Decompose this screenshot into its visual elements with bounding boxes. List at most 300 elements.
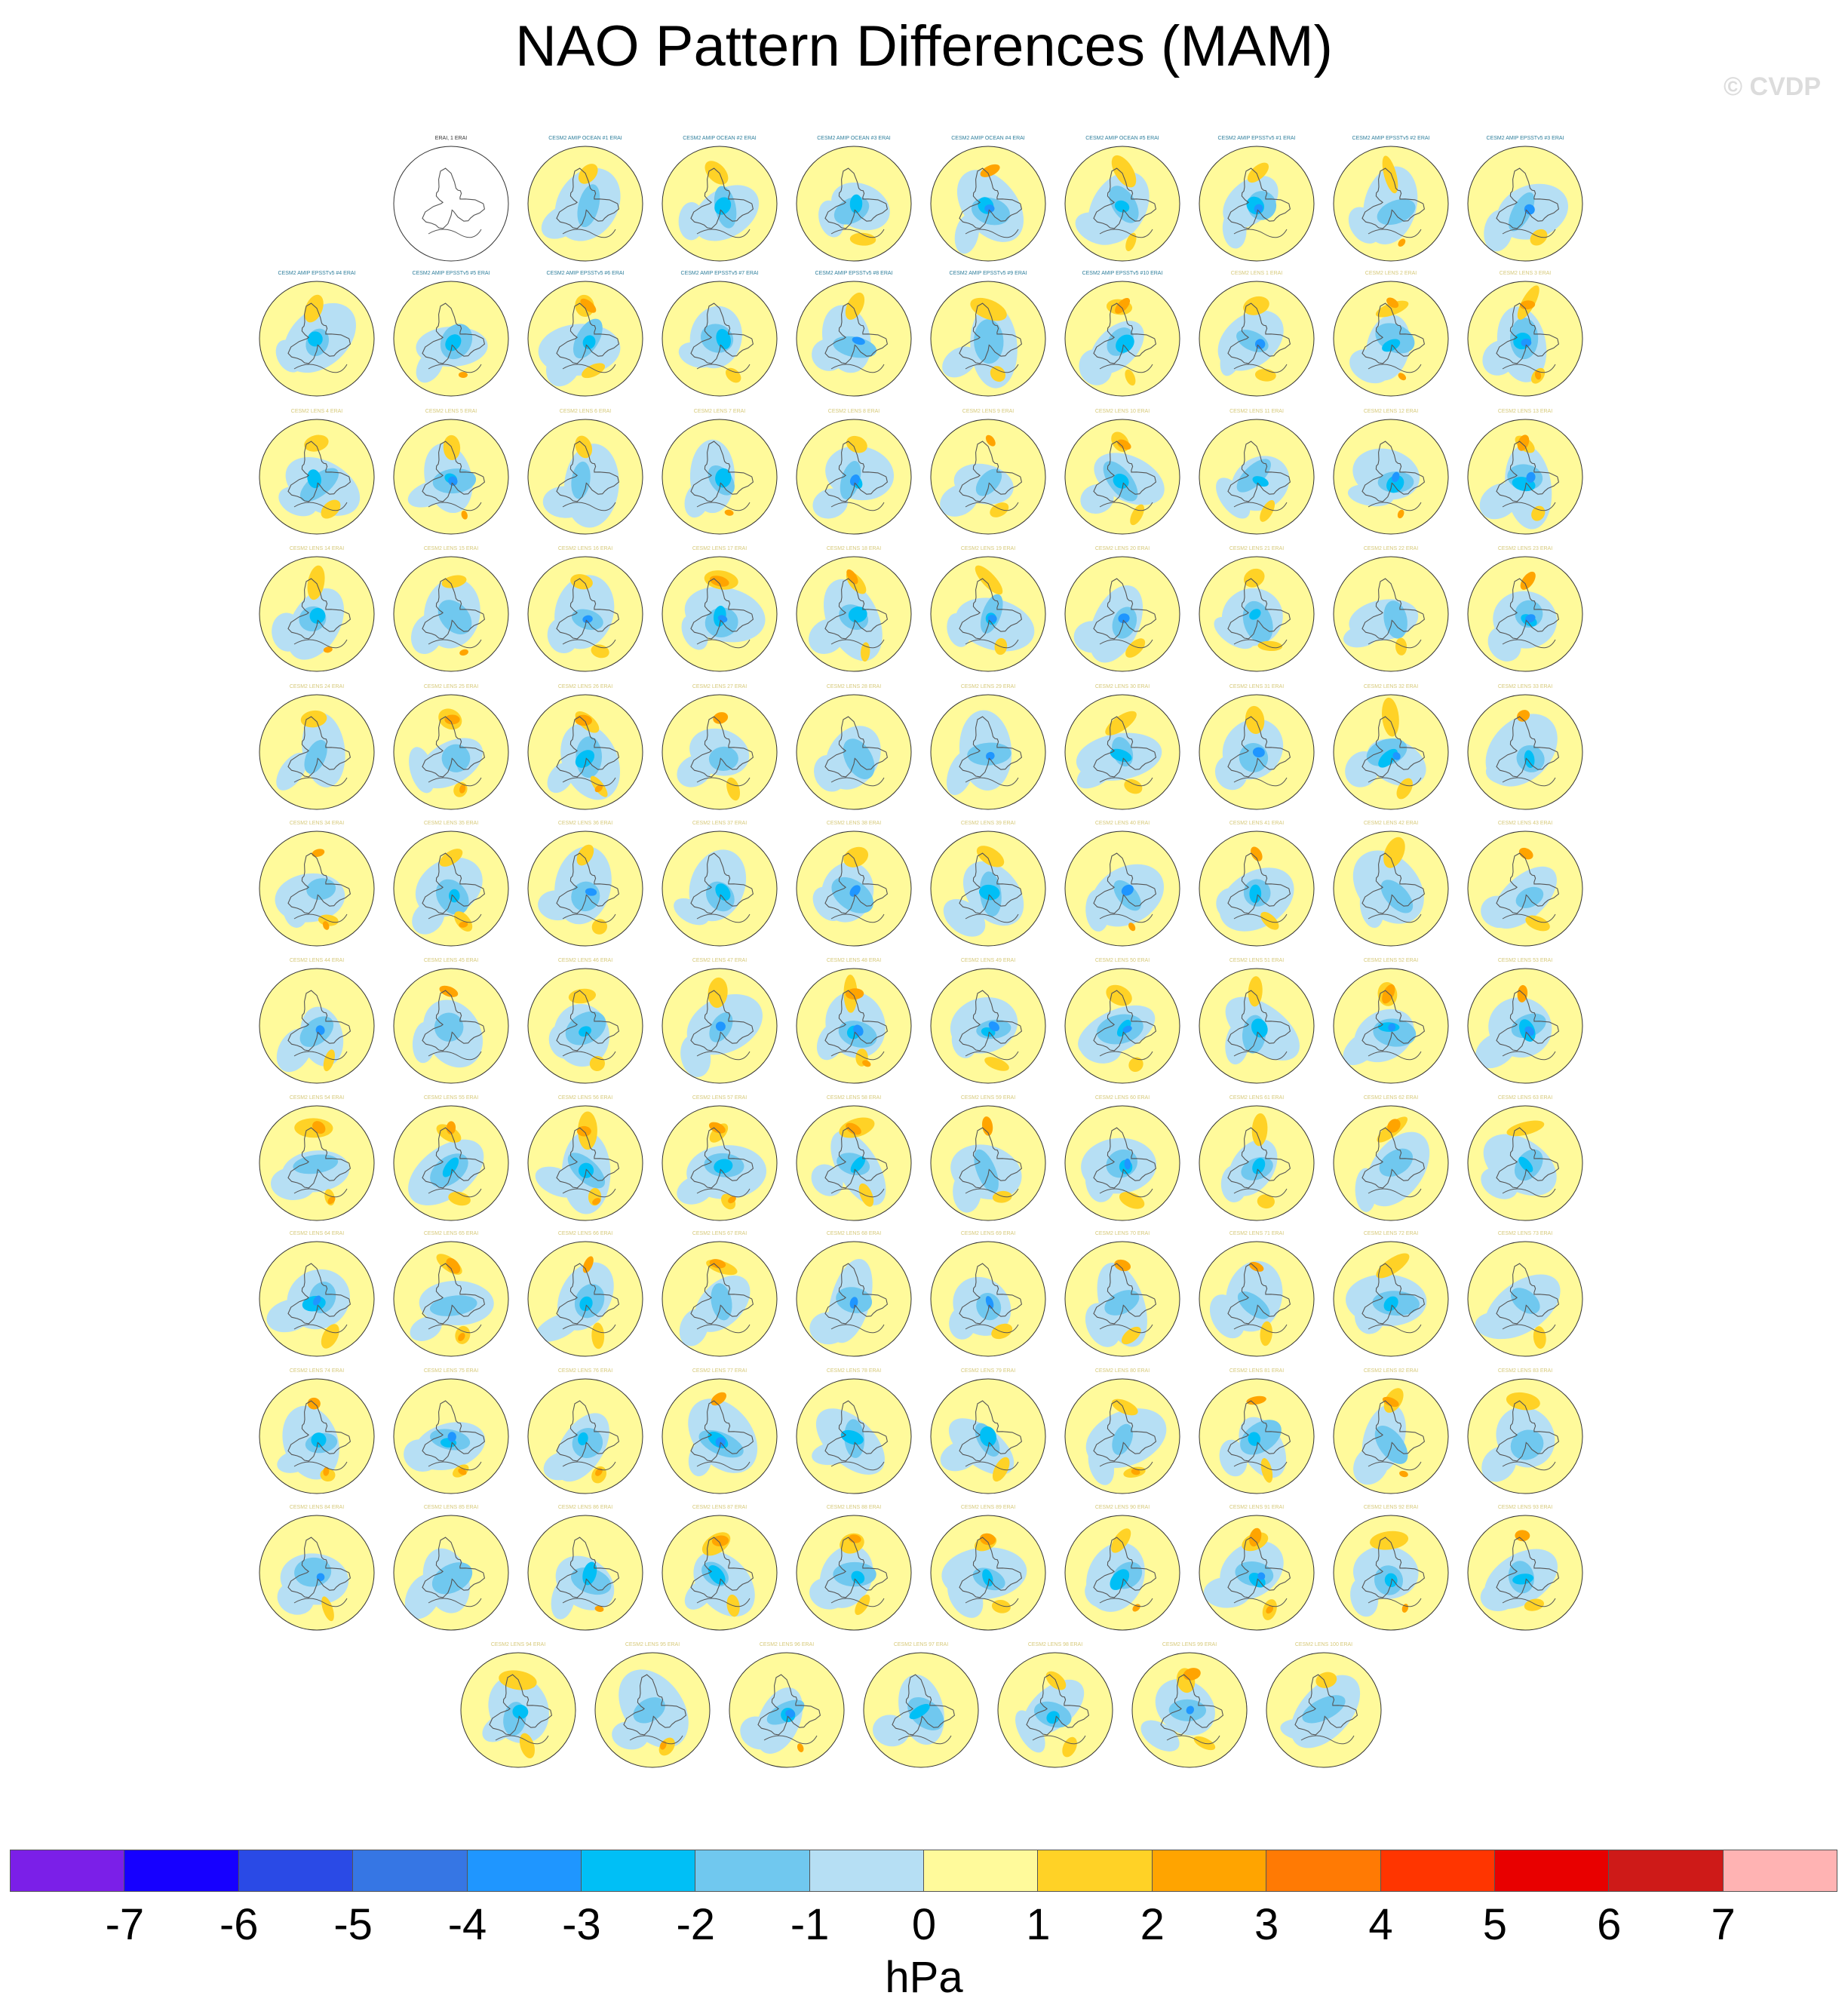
polar-map [655, 278, 784, 404]
polar-map [1461, 1376, 1589, 1501]
map-panel [1193, 1367, 1321, 1503]
polar-map [588, 1650, 717, 1775]
map-panel [253, 407, 381, 543]
polar-map [387, 1103, 515, 1228]
map-panel [1327, 1230, 1455, 1365]
map-panel [521, 683, 649, 818]
map-panel [723, 1641, 851, 1776]
polar-map [253, 828, 381, 953]
map-panel [1058, 1094, 1186, 1230]
polar-map [1193, 966, 1321, 1091]
polar-map [387, 966, 515, 1091]
map-panel [253, 1503, 381, 1639]
polar-map [521, 828, 649, 953]
map-panel [655, 819, 784, 955]
colorbar [11, 1850, 1837, 1892]
colorbar-labels [11, 1899, 1837, 1948]
map-panel [790, 134, 918, 270]
map-panel [924, 956, 1052, 1092]
polar-map [655, 554, 784, 679]
map-panel [253, 1094, 381, 1230]
map-panel [1327, 1094, 1455, 1230]
map-panel [1461, 1503, 1589, 1639]
map-panel [655, 269, 784, 405]
polar-map [1327, 692, 1455, 817]
map-panel-title: CESM2 LENS 58 ERAI [826, 1095, 882, 1101]
map-panel [1327, 407, 1455, 543]
map-panel [1327, 269, 1455, 405]
map-panel-title: CESM2 LENS 6 ERAI [559, 409, 612, 414]
polar-map [387, 1512, 515, 1638]
polar-map [655, 416, 784, 542]
polar-map [253, 1512, 381, 1638]
map-panel-title: CESM2 LENS 60 ERAI [1094, 1095, 1150, 1101]
polar-map [1461, 692, 1589, 817]
polar-map [991, 1650, 1119, 1775]
map-panel-title: CESM2 AMIP OCEAN #3 ERAI [817, 136, 891, 141]
polar-map [1058, 278, 1186, 404]
polar-map [924, 1512, 1052, 1638]
map-panel [253, 1367, 381, 1503]
colorbar-tick-label: -3 [562, 1900, 601, 1949]
polar-map [1327, 143, 1455, 269]
map-panel-title: CESM2 LENS 59 ERAI [960, 1095, 1016, 1101]
polar-map [655, 1239, 784, 1364]
polar-map [790, 554, 918, 679]
map-panel-title: CESM2 LENS 68 ERAI [826, 1231, 882, 1236]
map-panel [1058, 269, 1186, 405]
map-panel-title: CESM2 LENS 10 ERAI [1094, 409, 1150, 414]
map-panel-title: CESM2 LENS 18 ERAI [826, 546, 882, 551]
cvdp-watermark: © CVDP [1724, 72, 1821, 101]
map-panel-title: CESM2 LENS 100 ERAI [1294, 1642, 1353, 1647]
map-panel [387, 683, 515, 818]
map-panel-title: CESM2 LENS 70 ERAI [1094, 1231, 1150, 1236]
map-panel-title: CESM2 LENS 40 ERAI [1094, 821, 1150, 826]
polar-map [857, 1650, 985, 1775]
map-panel [924, 819, 1052, 955]
map-panel [387, 407, 515, 543]
map-panel-title: CESM2 LENS 22 ERAI [1363, 546, 1419, 551]
map-panel [387, 269, 515, 405]
map-panel [790, 269, 918, 405]
map-panel-title: CESM2 LENS 49 ERAI [960, 958, 1016, 963]
map-panel [924, 1094, 1052, 1230]
polar-map [1461, 554, 1589, 679]
polar-map [387, 416, 515, 542]
colorbar-units: hPa [885, 1953, 963, 2002]
map-panel-title: CESM2 LENS 7 ERAI [693, 409, 746, 414]
polar-map [521, 1239, 649, 1364]
map-panel-title: CESM2 LENS 92 ERAI [1363, 1505, 1419, 1510]
colorbar-box [923, 1850, 1038, 1892]
polar-map [924, 554, 1052, 679]
polar-map [521, 1376, 649, 1501]
map-panel-title: CESM2 LENS 9 ERAI [962, 409, 1015, 414]
map-panel [253, 956, 381, 1092]
map-panel [1058, 1230, 1186, 1365]
map-panel-title: CESM2 AMIP EPSSTv5 #7 ERAI [680, 271, 759, 276]
map-panel [387, 134, 515, 270]
map-panel-title: CESM2 AMIP EPSSTv5 #10 ERAI [1082, 271, 1163, 276]
polar-map [1327, 1512, 1455, 1638]
colorbar-tick-label: 4 [1368, 1900, 1393, 1949]
polar-map [790, 1376, 918, 1501]
map-panel-title: CESM2 LENS 5 ERAI [425, 409, 477, 414]
map-panel-title: CESM2 LENS 89 ERAI [960, 1505, 1016, 1510]
colorbar-box [695, 1850, 809, 1892]
polar-map [655, 692, 784, 817]
polar-map [1461, 1239, 1589, 1364]
map-panel-title: CESM2 LENS 95 ERAI [625, 1642, 680, 1647]
polar-map [924, 1239, 1052, 1364]
map-panel [1461, 407, 1589, 543]
polar-map [1058, 416, 1186, 542]
colorbar-tick-label: -2 [676, 1900, 716, 1949]
map-panel-title: CESM2 LENS 62 ERAI [1363, 1095, 1419, 1101]
map-panel [1058, 134, 1186, 270]
map-panel [1461, 819, 1589, 955]
polar-map [1058, 1103, 1186, 1228]
colorbar-box [1380, 1850, 1495, 1892]
map-panel-title: CESM2 LENS 33 ERAI [1497, 684, 1553, 689]
map-panel-title: ERAI, 1 ERAI [434, 136, 468, 141]
colorbar-tick-label: 7 [1711, 1900, 1736, 1949]
polar-map [253, 554, 381, 679]
map-panel [253, 819, 381, 955]
polar-map [1125, 1650, 1254, 1775]
map-panel-title: CESM2 LENS 31 ERAI [1229, 684, 1285, 689]
polar-map [253, 1376, 381, 1501]
polar-map [723, 1650, 851, 1775]
map-panel-title: CESM2 LENS 20 ERAI [1094, 546, 1150, 551]
map-panel [924, 269, 1052, 405]
map-panel [1193, 683, 1321, 818]
map-panel [655, 1367, 784, 1503]
map-panel-title: CESM2 LENS 76 ERAI [557, 1368, 613, 1374]
polar-map [253, 692, 381, 817]
map-panel [253, 269, 381, 405]
map-panel [1327, 134, 1455, 270]
map-panel-title: CESM2 LENS 61 ERAI [1229, 1095, 1285, 1101]
polar-map [1327, 1239, 1455, 1364]
map-panel-title: CESM2 LENS 28 ERAI [826, 684, 882, 689]
map-panel-title: CESM2 LENS 54 ERAI [289, 1095, 345, 1101]
map-panel [521, 407, 649, 543]
map-panel [454, 1641, 582, 1776]
map-panel [655, 545, 784, 680]
map-panel [1193, 819, 1321, 955]
map-panel-title: CESM2 LENS 84 ERAI [289, 1505, 345, 1510]
colorbar-tick-label: -5 [333, 1900, 373, 1949]
polar-map [1193, 416, 1321, 542]
map-panel-title: CESM2 LENS 69 ERAI [960, 1231, 1016, 1236]
map-panel-title: CESM2 AMIP EPSSTv5 #2 ERAI [1352, 136, 1430, 141]
polar-map [924, 966, 1052, 1091]
colorbar-box [467, 1850, 582, 1892]
map-panel-title: CESM2 LENS 91 ERAI [1229, 1505, 1285, 1510]
map-panel-title: CESM2 LENS 21 ERAI [1229, 546, 1285, 551]
map-panel [1260, 1641, 1388, 1776]
map-panel-title: CESM2 LENS 75 ERAI [423, 1368, 479, 1374]
map-panel [253, 683, 381, 818]
map-panel [1193, 407, 1321, 543]
map-panel [924, 545, 1052, 680]
map-panel-title: CESM2 LENS 36 ERAI [557, 821, 613, 826]
polar-map [1193, 278, 1321, 404]
map-panel-title: CESM2 LENS 17 ERAI [692, 546, 747, 551]
map-panel [1461, 683, 1589, 818]
colorbar-tick-label: -1 [790, 1900, 830, 1949]
map-panel-title: CESM2 LENS 81 ERAI [1229, 1368, 1285, 1374]
map-panel-title: CESM2 LENS 25 ERAI [423, 684, 479, 689]
polar-map [1193, 554, 1321, 679]
map-panel-title: CESM2 LENS 29 ERAI [960, 684, 1016, 689]
map-panel [1058, 683, 1186, 818]
polar-map [1461, 966, 1589, 1091]
map-panel [1193, 1503, 1321, 1639]
colorbar-tick-label: 1 [1026, 1900, 1051, 1949]
map-panel [1058, 819, 1186, 955]
polar-map [387, 554, 515, 679]
map-panel [1058, 407, 1186, 543]
polar-map [521, 966, 649, 1091]
map-panel [1193, 134, 1321, 270]
polar-map [1193, 1103, 1321, 1228]
map-panel [655, 1503, 784, 1639]
polar-map [1193, 692, 1321, 817]
colorbar-box [1608, 1850, 1723, 1892]
map-panel-title: CESM2 LENS 24 ERAI [289, 684, 345, 689]
map-panel [924, 683, 1052, 818]
colorbar-tick-label: 6 [1597, 1900, 1622, 1949]
map-panel [521, 819, 649, 955]
map-panel-title: CESM2 LENS 87 ERAI [692, 1505, 747, 1510]
colorbar-tick-label: 2 [1140, 1900, 1165, 1949]
map-panel-title: CESM2 LENS 51 ERAI [1229, 958, 1285, 963]
map-panel-title: CESM2 LENS 45 ERAI [423, 958, 479, 963]
map-panel-title: CESM2 LENS 48 ERAI [826, 958, 882, 963]
colorbar-tick-label: 0 [911, 1900, 937, 1949]
polar-map [387, 278, 515, 404]
map-panel-title: CESM2 AMIP OCEAN #5 ERAI [1085, 136, 1159, 141]
map-panel-title: CESM2 LENS 30 ERAI [1094, 684, 1150, 689]
map-panel [924, 407, 1052, 543]
map-panel [253, 1230, 381, 1365]
map-panel [790, 545, 918, 680]
polar-map [790, 1239, 918, 1364]
polar-map [790, 1103, 918, 1228]
map-panel-title: CESM2 LENS 8 ERAI [827, 409, 880, 414]
polar-map [924, 416, 1052, 542]
map-panel [1327, 1367, 1455, 1503]
colorbar-box [352, 1850, 467, 1892]
map-panel [1193, 1230, 1321, 1365]
polar-map [924, 692, 1052, 817]
map-panel-title: CESM2 LENS 52 ERAI [1363, 958, 1419, 963]
map-panel-title: CESM2 LENS 4 ERAI [290, 409, 343, 414]
polar-map [790, 143, 918, 269]
map-panel-title: CESM2 LENS 39 ERAI [960, 821, 1016, 826]
map-panel [521, 1094, 649, 1230]
map-panel-title: CESM2 LENS 11 ERAI [1229, 409, 1284, 414]
map-panel [1193, 956, 1321, 1092]
map-panel-title: CESM2 LENS 47 ERAI [692, 958, 747, 963]
map-panel-title: CESM2 LENS 98 ERAI [1027, 1642, 1083, 1647]
map-panel [790, 683, 918, 818]
polar-map [387, 143, 515, 269]
colorbar-box [809, 1850, 924, 1892]
map-panel-title: CESM2 AMIP EPSSTv5 #4 ERAI [278, 271, 356, 276]
polar-map [1058, 828, 1186, 953]
colorbar-box [1723, 1850, 1837, 1892]
map-panel [521, 1230, 649, 1365]
colorbar-box [1037, 1850, 1152, 1892]
map-panel-title: CESM2 LENS 88 ERAI [826, 1505, 882, 1510]
polar-map [1193, 1239, 1321, 1364]
map-panel-title: CESM2 LENS 46 ERAI [557, 958, 613, 963]
map-panel-title: CESM2 LENS 77 ERAI [692, 1368, 747, 1374]
polar-map [521, 554, 649, 679]
map-panel [655, 1230, 784, 1365]
map-panel [1461, 1094, 1589, 1230]
polar-map [387, 828, 515, 953]
map-panel-title: CESM2 LENS 44 ERAI [289, 958, 345, 963]
map-panel [1461, 134, 1589, 270]
map-panel-title: CESM2 AMIP EPSSTv5 #6 ERAI [546, 271, 625, 276]
map-panel-title: CESM2 LENS 64 ERAI [289, 1231, 345, 1236]
map-panel [1327, 545, 1455, 680]
map-panel-title: CESM2 AMIP EPSSTv5 #8 ERAI [815, 271, 893, 276]
polar-map [387, 1376, 515, 1501]
polar-map [655, 143, 784, 269]
map-panel-title: CESM2 LENS 16 ERAI [557, 546, 613, 551]
polar-map [253, 966, 381, 1091]
map-panel [521, 269, 649, 405]
polar-map [655, 966, 784, 1091]
map-panel-title: CESM2 AMIP EPSSTv5 #9 ERAI [949, 271, 1027, 276]
map-panel [1058, 545, 1186, 680]
map-panel-title: CESM2 LENS 34 ERAI [289, 821, 345, 826]
colorbar-box [238, 1850, 353, 1892]
polar-map [253, 1103, 381, 1228]
map-panel-title: CESM2 LENS 35 ERAI [423, 821, 479, 826]
map-panel-title: CESM2 LENS 1 ERAI [1230, 271, 1283, 276]
map-panel [1058, 1367, 1186, 1503]
figure-title: NAO Pattern Differences (MAM) [514, 14, 1333, 78]
map-panel-title: CESM2 LENS 99 ERAI [1162, 1642, 1217, 1647]
map-panel [1193, 1094, 1321, 1230]
polar-map [1058, 1512, 1186, 1638]
map-panel-title: CESM2 LENS 94 ERAI [490, 1642, 546, 1647]
polar-map [924, 1376, 1052, 1501]
map-panel [655, 683, 784, 818]
map-panel [1327, 819, 1455, 955]
polar-map [790, 966, 918, 1091]
map-panel-title: CESM2 LENS 53 ERAI [1497, 958, 1553, 963]
map-panel [655, 407, 784, 543]
polar-map [1058, 966, 1186, 1091]
map-panel-title: CESM2 LENS 65 ERAI [423, 1231, 479, 1236]
map-panel-title: CESM2 LENS 97 ERAI [893, 1642, 949, 1647]
polar-map [521, 692, 649, 817]
colorbar-box [1494, 1850, 1609, 1892]
map-panel-title: CESM2 LENS 23 ERAI [1497, 546, 1553, 551]
colorbar-tick-label: -6 [219, 1900, 259, 1949]
polar-map [1193, 828, 1321, 953]
colorbar-tick-label: -4 [447, 1900, 487, 1949]
colorbar-tick-label: -7 [105, 1900, 145, 1949]
map-panel-title: CESM2 LENS 26 ERAI [557, 684, 613, 689]
map-panel-title: CESM2 LENS 72 ERAI [1363, 1231, 1419, 1236]
map-panel-title: CESM2 LENS 32 ERAI [1363, 684, 1419, 689]
polar-map [1260, 1650, 1388, 1775]
map-panel [655, 1094, 784, 1230]
map-panel [790, 1094, 918, 1230]
map-panel-title: CESM2 LENS 90 ERAI [1094, 1505, 1150, 1510]
map-panel [253, 545, 381, 680]
map-panel-title: CESM2 LENS 13 ERAI [1497, 409, 1553, 414]
polar-map [1461, 828, 1589, 953]
map-panel-title: CESM2 LENS 19 ERAI [960, 546, 1016, 551]
polar-map [790, 416, 918, 542]
map-panel-title: CESM2 AMIP OCEAN #1 ERAI [548, 136, 622, 141]
map-panel [521, 1367, 649, 1503]
polar-map [1327, 416, 1455, 542]
map-panel [1461, 1367, 1589, 1503]
polar-map [253, 416, 381, 542]
map-panel-title: CESM2 LENS 79 ERAI [960, 1368, 1016, 1374]
map-panel [790, 1367, 918, 1503]
polar-map [1193, 1376, 1321, 1501]
map-panel [521, 956, 649, 1092]
polar-map [655, 828, 784, 953]
polar-map [924, 1103, 1052, 1228]
colorbar-tick-label: 3 [1254, 1900, 1279, 1949]
polar-map [790, 828, 918, 953]
map-panel [387, 819, 515, 955]
map-panel [924, 1503, 1052, 1639]
polar-map [655, 1376, 784, 1501]
map-panel [924, 1367, 1052, 1503]
map-panel [1461, 545, 1589, 680]
map-panel [387, 1367, 515, 1503]
map-panel [991, 1641, 1119, 1776]
polar-map [1327, 828, 1455, 953]
map-panel [790, 819, 918, 955]
colorbar-box [581, 1850, 695, 1892]
map-panel-title: CESM2 LENS 2 ERAI [1365, 271, 1417, 276]
map-panel-title: CESM2 LENS 83 ERAI [1497, 1368, 1553, 1374]
map-panel [790, 1503, 918, 1639]
map-panel-title: CESM2 LENS 50 ERAI [1094, 958, 1150, 963]
map-panel-title: CESM2 LENS 57 ERAI [692, 1095, 747, 1101]
map-panel [521, 134, 649, 270]
colorbar-tick-label: 5 [1482, 1900, 1508, 1949]
map-panel [655, 134, 784, 270]
map-panel [1461, 956, 1589, 1092]
map-panel [1327, 956, 1455, 1092]
polar-map [924, 828, 1052, 953]
map-panel-title: CESM2 LENS 55 ERAI [423, 1095, 479, 1101]
map-panel [1327, 683, 1455, 818]
polar-map [1327, 278, 1455, 404]
map-panel-title: CESM2 LENS 15 ERAI [423, 546, 479, 551]
map-panel [387, 1230, 515, 1365]
polar-map [790, 1512, 918, 1638]
map-panel [790, 956, 918, 1092]
map-panel [588, 1641, 717, 1776]
